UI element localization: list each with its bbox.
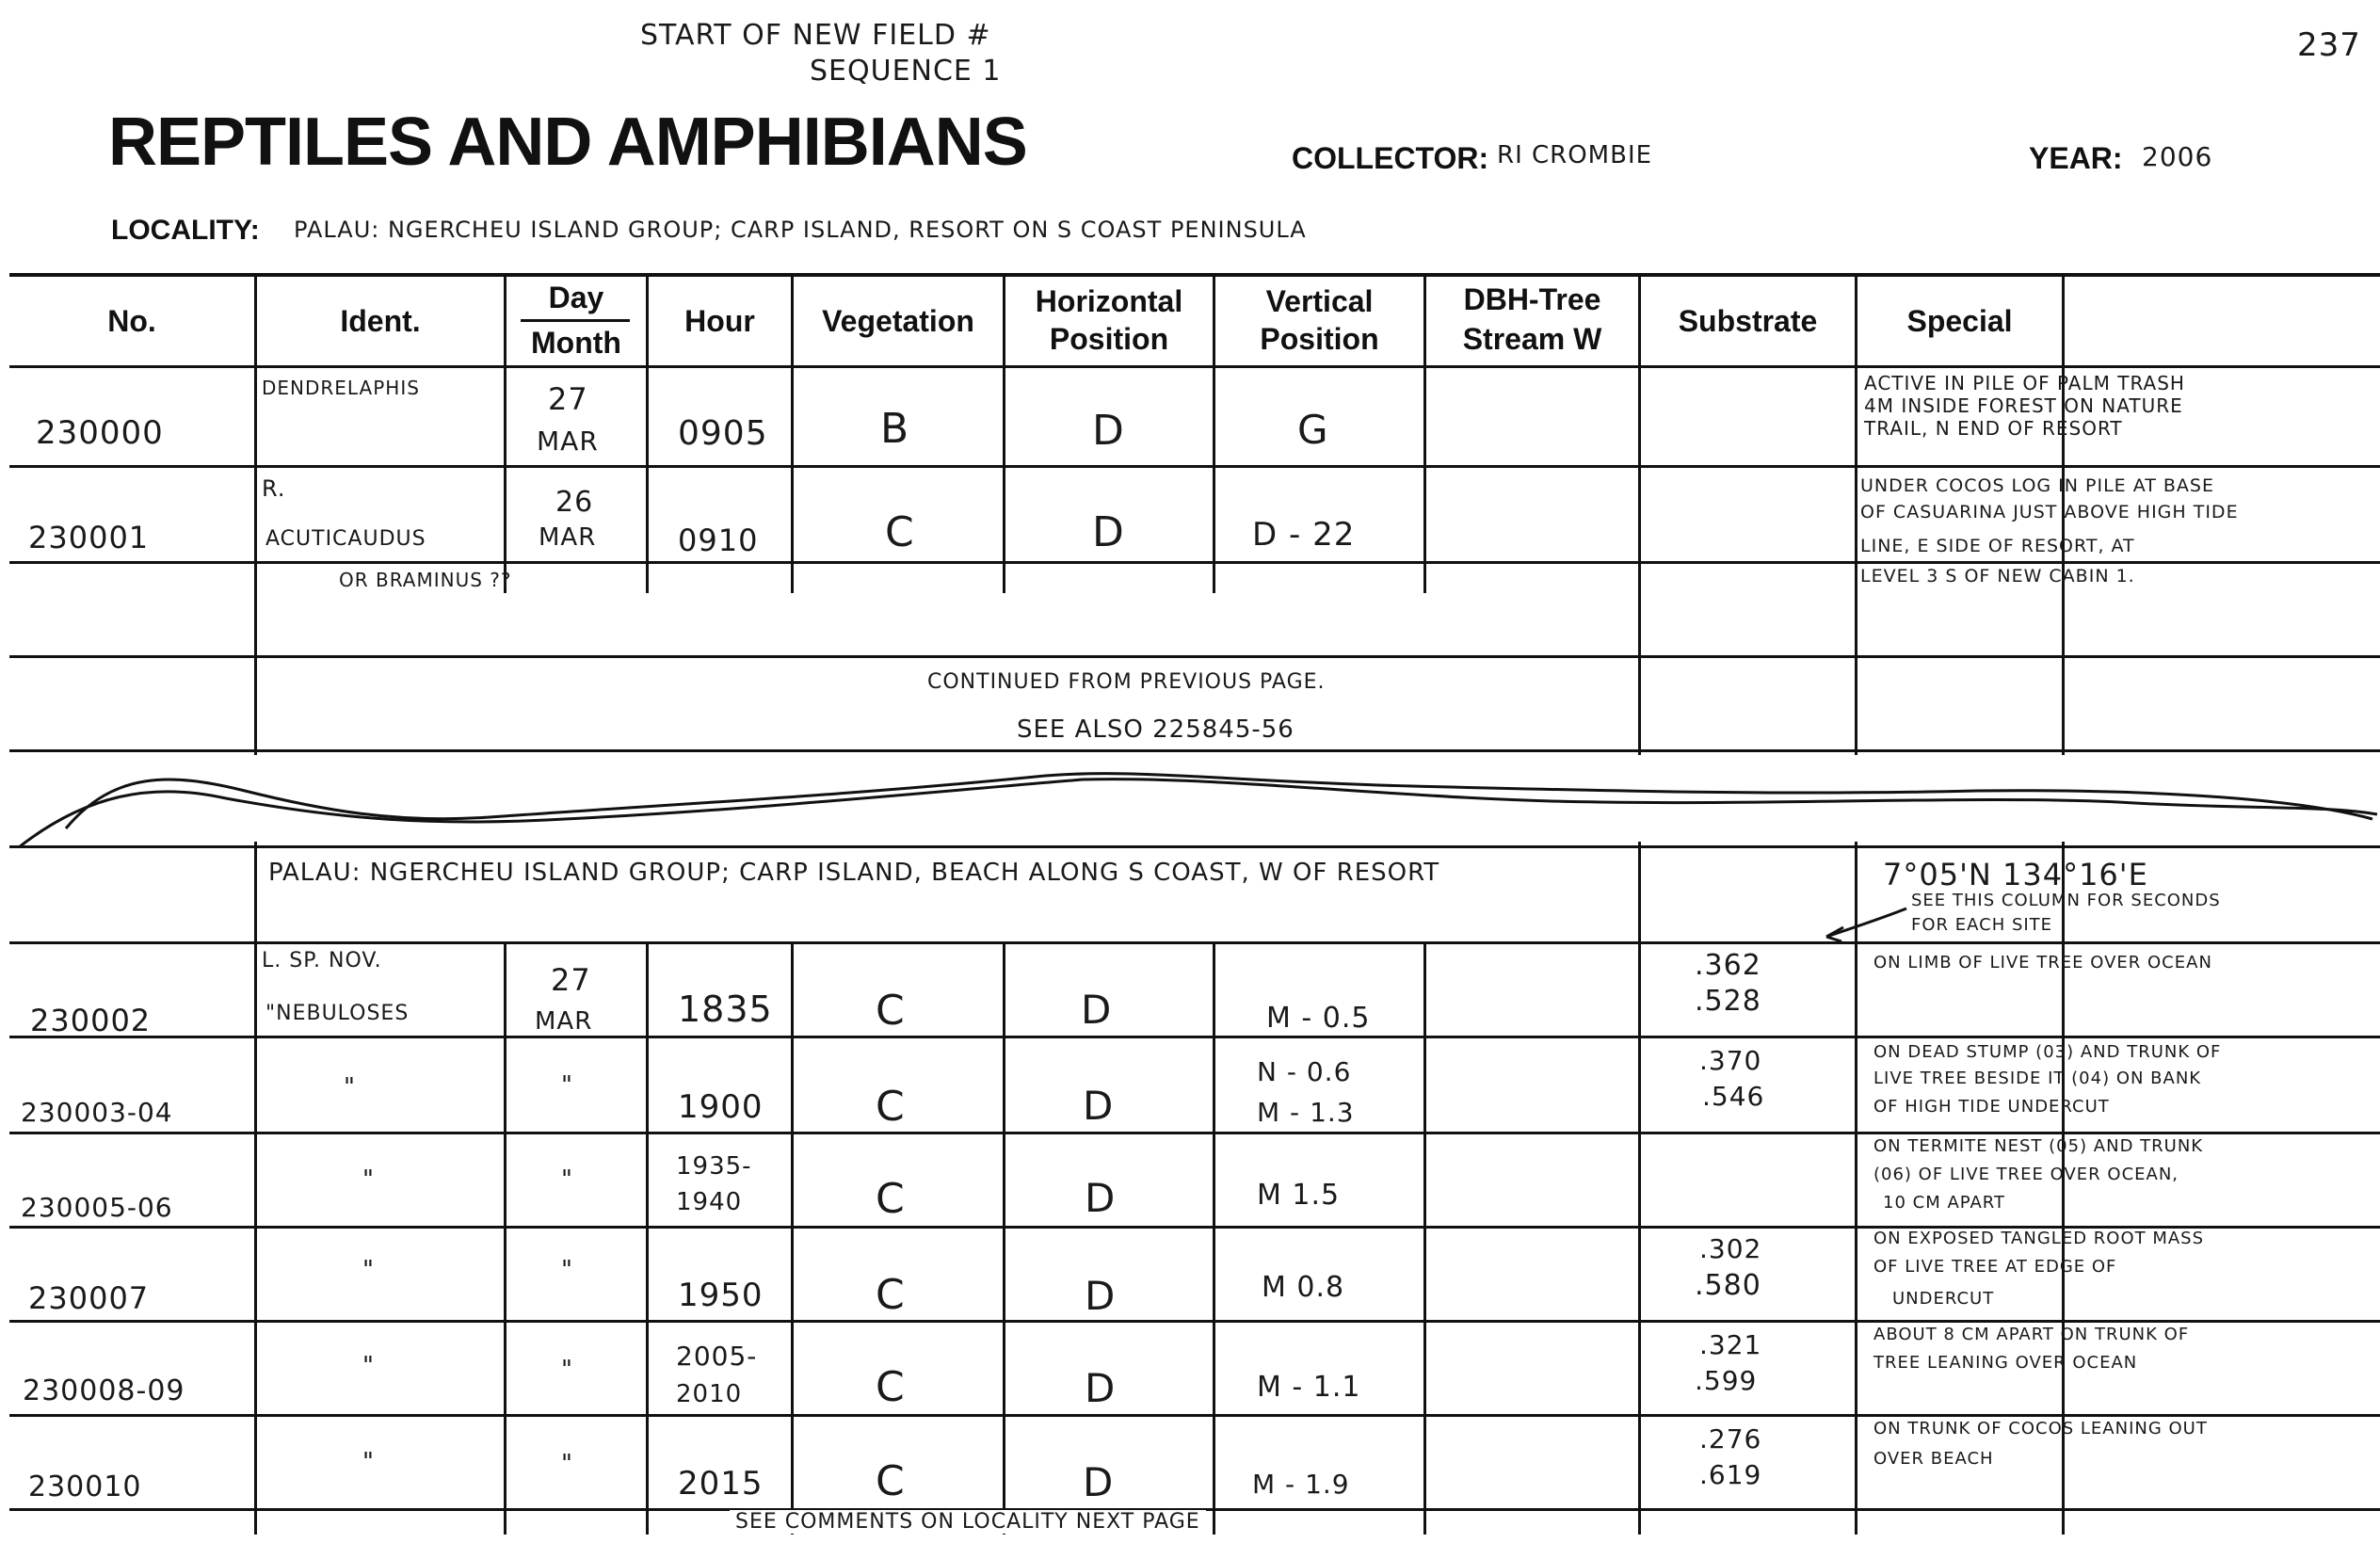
row6-special-1: ON EXPOSED TANGLED ROOT MASS: [1873, 1229, 2205, 1248]
row2-ident-line3: OR BRAMINUS ??: [339, 569, 512, 591]
locality-value: PALAU: NGERCHEU ISLAND GROUP; CARP ISLAND, RESORT ON S COAST PENINSULA: [294, 217, 1307, 243]
col-divider: [1003, 941, 1005, 1535]
row3-no: 230002: [30, 1003, 152, 1038]
row1-day: 27: [548, 381, 588, 417]
row2-veg: C: [885, 508, 915, 556]
row1-month: MAR: [537, 426, 599, 457]
coords-note-line2: FOR EACH SITE: [1911, 915, 2053, 935]
row4-hour: 1900: [678, 1088, 764, 1126]
locality2-text: PALAU: NGERCHEU ISLAND GROUP; CARP ISLAND, BEACH ALONG S COAST, W OF RESORT: [268, 859, 1440, 887]
row3-sub1: .362: [1695, 949, 1761, 982]
header-horizontal: [1005, 277, 1213, 365]
row7-special-1: ABOUT 8 CM APART ON TRUNK OF: [1873, 1325, 2190, 1344]
header-dbh-line2: Stream W: [1462, 321, 1602, 356]
year-label: YEAR:: [2029, 141, 2123, 175]
row5-ident: ": [362, 1165, 375, 1194]
row4-vpos2: M - 1.3: [1257, 1097, 1355, 1128]
row4-veg: C: [876, 1083, 906, 1131]
col-divider: [504, 273, 507, 593]
row1-special-3: TRAIL, N END OF RESORT: [1864, 417, 2123, 440]
row-divider: [9, 1036, 2380, 1038]
row2-day: 26: [555, 486, 594, 519]
col-divider: [1638, 273, 1641, 1535]
row4-sub1: .370: [1699, 1045, 1762, 1076]
row2-month: MAR: [539, 523, 597, 552]
row2-ident: R.: [262, 475, 286, 502]
header-dbh-line1: DBH-Tree: [1463, 281, 1601, 316]
row3-hpos: D: [1081, 987, 1113, 1033]
row1-special-2: 4M INSIDE FOREST ON NATURE: [1864, 394, 2183, 417]
row-divider: [9, 655, 2380, 658]
row5-no: 230005-06: [21, 1192, 173, 1223]
row7-hour: 2005-: [676, 1341, 758, 1372]
row3-day: 27: [551, 962, 591, 998]
row3-hour: 1835: [678, 988, 773, 1030]
header-substrate: Substrate: [1678, 303, 1818, 338]
row8-sub1: .276: [1699, 1423, 1762, 1455]
row3-ident: L. SP. NOV.: [262, 949, 382, 972]
row8-sub2: .619: [1699, 1459, 1762, 1490]
row2-no: 230001: [28, 520, 150, 555]
row6-hpos: D: [1085, 1273, 1117, 1319]
collector-label: COLLECTOR:: [1292, 141, 1489, 175]
row3-special-1: ON LIMB OF LIVE TREE OVER OCEAN: [1873, 953, 2212, 972]
header-vegetation: Vegetation: [822, 303, 974, 338]
header-month: Month: [531, 325, 621, 360]
row8-vpos: M - 1.9: [1252, 1469, 1350, 1500]
row7-vpos: M - 1.1: [1257, 1371, 1361, 1404]
row8-ident: ": [362, 1448, 375, 1476]
row7-sub1: .321: [1699, 1329, 1762, 1360]
row4-sub2: .546: [1702, 1081, 1765, 1112]
row5-hpos: D: [1085, 1175, 1117, 1221]
locality-label: LOCALITY:: [111, 215, 260, 246]
arrow-icon: [1817, 899, 1911, 946]
row6-special-3: UNDERCUT: [1892, 1289, 1995, 1309]
row2-hpos: D: [1092, 508, 1125, 556]
form-title: REPTILES AND AMPHIBIANS: [108, 104, 1027, 180]
row5-special-3: 10 CM APART: [1883, 1193, 2005, 1213]
row6-no: 230007: [28, 1280, 150, 1316]
row8-day: ": [561, 1450, 573, 1478]
col-divider: [254, 273, 257, 1535]
page-break-wave: [0, 753, 2380, 847]
row4-vpos: N - 0.6: [1257, 1056, 1352, 1087]
row6-sub2: .580: [1695, 1269, 1761, 1302]
row7-day: ": [561, 1356, 573, 1384]
row7-veg: C: [876, 1363, 906, 1411]
row8-special-1: ON TRUNK OF COCOS LEANING OUT: [1873, 1419, 2208, 1438]
header-dbh: [1426, 277, 1638, 365]
row8-veg: C: [876, 1457, 906, 1505]
row5-hour: 1935-: [676, 1152, 752, 1181]
header-horizontal-line1: Horizontal: [1035, 283, 1183, 318]
row-divider: [9, 941, 2380, 944]
row-divider: [9, 465, 2380, 468]
row4-ident: ": [344, 1073, 356, 1101]
row5-hour2: 1940: [676, 1188, 743, 1216]
row8-hpos: D: [1083, 1459, 1115, 1505]
header-vertical: [1215, 277, 1423, 365]
row1-special-1: ACTIVE IN PILE OF PALM TRASH: [1864, 372, 2185, 394]
row6-day: ": [561, 1256, 573, 1284]
coords-note-line1: SEE THIS COLUMN FOR SECONDS: [1911, 891, 2221, 910]
row3-ident-line2: "NEBULOSES: [265, 1002, 410, 1025]
top-note-line1: START OF NEW FIELD #: [640, 19, 991, 52]
row-divider: [9, 749, 2380, 752]
row2-special-3: LINE, E SIDE OF RESORT, AT: [1860, 536, 2135, 556]
row7-special-2: TREE LEANING OVER OCEAN: [1873, 1353, 2138, 1373]
row2-ident-line2: ACUTICAUDUS: [265, 527, 426, 551]
row1-veg: B: [880, 405, 910, 453]
row4-no: 230003-04: [21, 1097, 173, 1128]
row4-special-1: ON DEAD STUMP (03) AND TRUNK OF: [1873, 1042, 2222, 1062]
row2-special-2: OF CASUARINA JUST ABOVE HIGH TIDE: [1860, 502, 2239, 522]
header-ident: Ident.: [340, 303, 421, 338]
col-divider: [1423, 941, 1426, 1535]
row7-hour2: 2010: [676, 1380, 743, 1408]
row5-veg: C: [876, 1175, 906, 1223]
header-bottom-border: [9, 365, 2380, 368]
row4-special-3: OF HIGH TIDE UNDERCUT: [1873, 1097, 2110, 1117]
row6-sub1: .302: [1699, 1233, 1762, 1264]
row7-no: 230008-09: [23, 1374, 185, 1407]
row4-day: ": [561, 1071, 573, 1100]
row6-hour: 1950: [678, 1277, 764, 1314]
col-divider: [791, 941, 794, 1535]
row2-special-1: UNDER COCOS LOG IN PILE AT BASE: [1860, 475, 2214, 496]
row8-no: 230010: [28, 1471, 142, 1503]
row7-ident: ": [362, 1352, 375, 1380]
row8-special-2: OVER BEACH: [1873, 1449, 1994, 1469]
row2-hour: 0910: [678, 522, 759, 558]
row2-vpos: D - 22: [1252, 516, 1356, 554]
coords: 7°05'N 134°16'E: [1883, 857, 2148, 892]
header-vertical-line1: Vertical: [1265, 283, 1374, 318]
continued-note-line1: CONTINUED FROM PREVIOUS PAGE.: [927, 670, 1326, 694]
year-value: 2006: [2142, 141, 2213, 172]
continued-note-line2: SEE ALSO 225845-56: [1017, 715, 1295, 744]
collector-value: RI CROMBIE: [1497, 141, 1653, 169]
col-divider: [646, 941, 649, 1535]
row3-veg: C: [876, 987, 906, 1035]
row5-special-1: ON TERMITE NEST (05) AND TRUNK: [1873, 1136, 2204, 1156]
row1-ident: DENDRELAPHIS: [262, 377, 420, 399]
row1-hpos: D: [1092, 407, 1125, 455]
top-note-line2: SEQUENCE 1: [810, 55, 1002, 88]
row1-no: 230000: [36, 414, 164, 452]
row6-ident: ": [362, 1256, 375, 1284]
row3-sub2: .528: [1695, 985, 1761, 1018]
row6-special-2: OF LIVE TREE AT EDGE OF: [1873, 1257, 2117, 1277]
col-divider: [1213, 941, 1215, 1535]
row4-special-2: LIVE TREE BESIDE IT (04) ON BANK: [1873, 1069, 2202, 1088]
row1-hour: 0905: [678, 414, 768, 453]
row2-special-4: LEVEL 3 S OF NEW CABIN 1.: [1860, 566, 2135, 587]
header-hour: Hour: [684, 303, 755, 338]
header-no: No.: [107, 303, 156, 338]
header-special: Special: [1906, 303, 2013, 338]
header-horizontal-line2: Position: [1049, 321, 1169, 356]
page-number: 237: [2297, 26, 2361, 64]
row5-vpos: M 1.5: [1257, 1179, 1341, 1212]
row5-day: ": [561, 1165, 573, 1194]
row1-vpos: G: [1297, 407, 1329, 453]
row7-hpos: D: [1085, 1365, 1117, 1411]
row8-hour: 2015: [678, 1465, 764, 1503]
header-day: Day: [548, 280, 604, 314]
row7-sub2: .599: [1695, 1365, 1758, 1396]
row6-veg: C: [876, 1271, 906, 1319]
row4-hpos: D: [1083, 1083, 1115, 1129]
row6-vpos: M 0.8: [1262, 1271, 1345, 1304]
row3-month: MAR: [535, 1007, 593, 1036]
row5-special-2: (06) OF LIVE TREE OVER OCEAN,: [1873, 1165, 2179, 1184]
footer-note: SEE COMMENTS ON LOCALITY NEXT PAGE: [730, 1510, 1206, 1534]
header-vertical-line2: Position: [1260, 321, 1379, 356]
col-divider: [504, 941, 507, 1535]
row3-vpos: M - 0.5: [1266, 1002, 1371, 1035]
